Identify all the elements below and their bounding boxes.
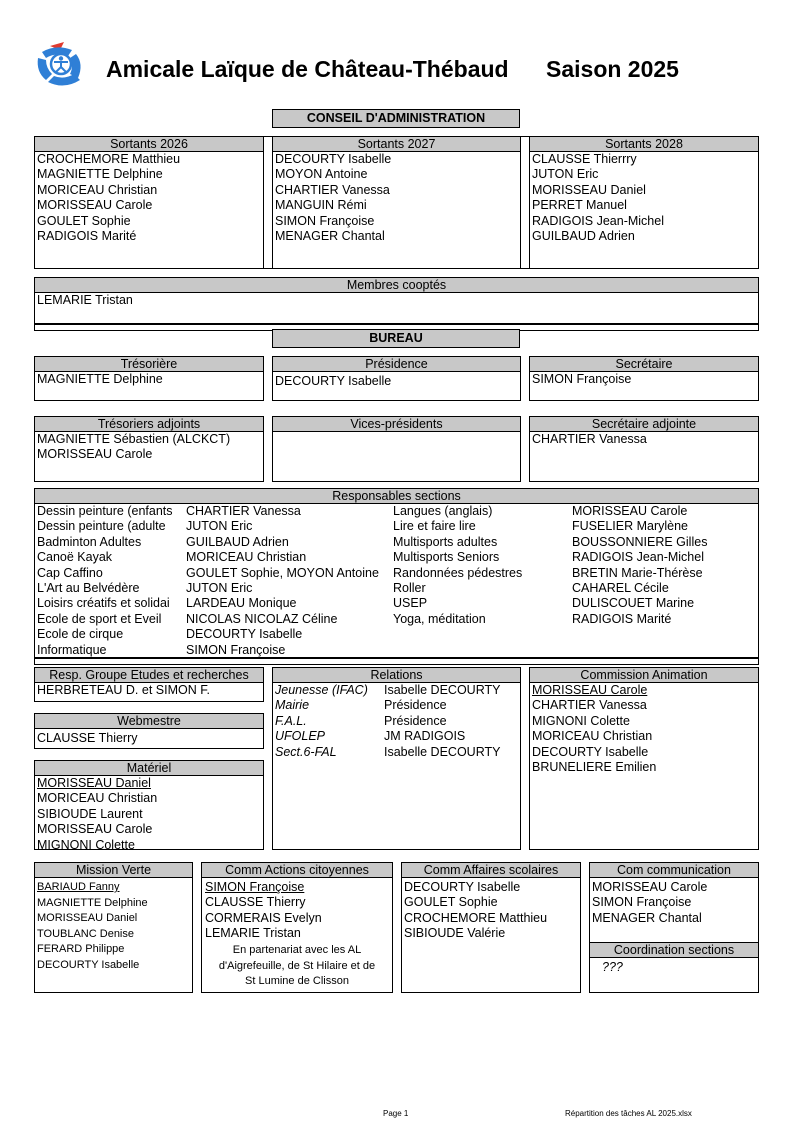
- table-row: Ecole de sport et Eveil: [37, 611, 162, 626]
- groupe-header: Resp. Groupe Etudes et recherches: [35, 668, 263, 683]
- mission-verte-box: [34, 862, 193, 993]
- file-name: Répartition des tâches AL 2025.xlsx: [565, 1109, 692, 1118]
- table-row: DECOURTY Isabelle: [186, 627, 303, 642]
- sections-right-resp: [572, 504, 752, 627]
- tresoriers-adjoints-box: [34, 416, 264, 482]
- groupe-list: [37, 683, 210, 698]
- table-row: Mairie: [275, 698, 310, 713]
- list-item: MORISSEAU Carole: [592, 880, 708, 894]
- animation-list: [532, 683, 656, 775]
- relations-header: Relations: [273, 668, 520, 683]
- table-row: Isabelle DECOURTY: [384, 744, 501, 759]
- secretaire-adjointe-box: [529, 416, 759, 482]
- list-item: SIMON Françoise: [205, 880, 305, 894]
- list-item: MANGUIN Rémi: [275, 198, 367, 213]
- citoyennes-note: [202, 943, 392, 990]
- list-item: LEMARIE Tristan: [205, 926, 301, 941]
- list-item: SIBIOUDE Valérie: [404, 926, 506, 941]
- secretaire-list: [532, 372, 631, 387]
- presidence-box: [272, 356, 521, 401]
- note-line: d'Aigrefeuille, de St Hilaire et de: [218, 959, 376, 972]
- communication-header: Com communication: [590, 863, 758, 878]
- table-row: Informatique: [37, 642, 107, 657]
- list-item: RADIGOIS Jean-Michel: [532, 213, 664, 228]
- secretaire-header: Secrétaire: [530, 357, 758, 372]
- list-item: BARIAUD Fanny: [37, 881, 120, 893]
- list-item: CLAUSSE Thierry: [37, 731, 138, 745]
- list-item: SIMON Françoise: [532, 372, 632, 386]
- table-row: Loisirs créatifs et solidai: [37, 596, 170, 611]
- table-row: Randonnées pédestres: [393, 565, 523, 580]
- communication-box: [589, 862, 759, 993]
- table-row: Ecole de cirque: [37, 627, 124, 642]
- secretaire-adjointe-header: Secrétaire adjointe: [530, 417, 758, 432]
- tresoriere-header: Trésorière: [35, 357, 263, 372]
- table-row: FUSELIER Marylène: [572, 519, 689, 534]
- citoyennes-header: Comm Actions citoyennes: [202, 863, 392, 878]
- tresoriers-adjoints-list: [37, 432, 230, 463]
- list-item: DECOURTY Isabelle: [404, 880, 521, 894]
- tresoriers-adjoints-header: Trésoriers adjoints: [35, 417, 263, 432]
- table-row: Roller: [393, 581, 426, 596]
- table-row: JM RADIGOIS: [384, 729, 466, 744]
- list-item: CHARTIER Vanessa: [532, 432, 647, 446]
- list-item: MORISSEAU Daniel: [37, 776, 151, 790]
- list-item: TOUBLANC Denise: [37, 927, 134, 940]
- list-item: JUTON Eric: [532, 167, 599, 182]
- list-item: DECOURTY Isabelle: [275, 374, 392, 388]
- coordination-list: [602, 960, 623, 975]
- season-title: Saison 2025: [546, 56, 679, 82]
- sortants-2028-box: [529, 136, 759, 269]
- sortants-2026-list: [37, 152, 180, 244]
- list-item: MOYON Antoine: [275, 167, 368, 182]
- table-row: Sect.6-FAL: [275, 744, 337, 759]
- list-item: MAGNIETTE Delphine: [37, 372, 163, 386]
- list-item: CLAUSSE Thierry: [205, 895, 306, 910]
- sortants-2028-list: [532, 152, 664, 244]
- table-row: Langues (anglais): [393, 504, 493, 518]
- table-row: Yoga, méditation: [393, 611, 486, 626]
- scolaires-list: [404, 880, 547, 942]
- table-row: Isabelle DECOURTY: [384, 683, 501, 697]
- list-item: MORICEAU Christian: [37, 182, 158, 197]
- page-title: Amicale Laïque de Château-Thébaud: [106, 56, 509, 82]
- table-row: Cap Caffino: [37, 565, 103, 580]
- list-item: PERRET Manuel: [532, 198, 627, 213]
- table-row: RADIGOIS Jean-Michel: [572, 550, 704, 565]
- materiel-list: [37, 776, 157, 853]
- list-item: DECOURTY Isabelle: [37, 958, 140, 971]
- relations-who: [384, 683, 520, 760]
- tresoriere-list: [37, 372, 163, 387]
- list-item: SIMON Françoise: [275, 213, 375, 228]
- list-item: BRUNELIERE Emilien: [532, 760, 657, 775]
- table-row: Jeunesse (IFAC): [275, 683, 368, 697]
- list-item: MORICEAU Christian: [37, 791, 158, 806]
- list-item: MORISSEAU Daniel: [532, 182, 646, 197]
- table-row: Présidence: [384, 698, 447, 713]
- table-row: F.A.L.: [275, 713, 307, 728]
- list-item: SIMON Françoise: [592, 895, 692, 910]
- list-item: MENAGER Chantal: [592, 910, 702, 925]
- list-item: MIGNONI Colette: [532, 713, 630, 728]
- sections-header: Responsables sections: [35, 489, 758, 504]
- secretaire-adjointe-list: [532, 432, 647, 447]
- list-item: CHARTIER Vanessa: [532, 698, 647, 713]
- note-line: En partenariat avec les AL: [232, 944, 362, 956]
- relations-box: [272, 667, 521, 850]
- table-row: Dessin peinture (adulte: [37, 519, 166, 534]
- list-item: MAGNIETTE Sébastien (ALCKCT): [37, 432, 231, 446]
- sortants-2026-box: [34, 136, 264, 269]
- sections-left-resp: [186, 504, 392, 658]
- list-item: MORISSEAU Daniel: [37, 912, 138, 924]
- table-row: Multisports adultes: [393, 534, 498, 549]
- list-item: MORISSEAU Carole: [37, 447, 153, 462]
- groupe-box: [34, 667, 264, 702]
- cooptes-box: [34, 277, 759, 324]
- sections-right-names: [393, 504, 563, 627]
- vices-presidents-box: [272, 416, 521, 482]
- list-item: GUILBAUD Adrien: [532, 229, 635, 244]
- webmestre-list: [37, 731, 138, 746]
- table-row: JUTON Eric: [186, 519, 253, 534]
- table-row: MORISSEAU Carole: [572, 504, 688, 518]
- list-item: FERARD Philippe: [37, 943, 125, 955]
- list-item: CLAUSSE Thierrry: [532, 152, 637, 166]
- mission-verte-header: Mission Verte: [35, 863, 192, 878]
- conseil-title: CONSEIL D'ADMINISTRATION: [272, 109, 520, 128]
- table-row: L'Art au Belvédère: [37, 581, 140, 596]
- table-row: Dessin peinture (enfants: [37, 504, 173, 518]
- table-row: BRETIN Marie-Thérèse: [572, 565, 703, 580]
- list-item: GOULET Sophie: [37, 213, 131, 228]
- sortants-2026-header: Sortants 2026: [35, 137, 263, 152]
- relations-orgs: [275, 683, 383, 760]
- list-item: MIGNONI Colette: [37, 837, 135, 852]
- list-item: MORICEAU Christian: [532, 729, 653, 744]
- list-item: LEMARIE Tristan: [37, 293, 133, 307]
- amicale-logo-icon: [34, 36, 96, 88]
- table-row: USEP: [393, 596, 428, 611]
- cooptes-header: Membres cooptés: [35, 278, 758, 293]
- presidence-list: [275, 374, 391, 389]
- mission-verte-list: [37, 880, 148, 973]
- list-item: GOULET Sophie: [404, 895, 498, 910]
- table-row: GUILBAUD Adrien: [186, 534, 289, 549]
- list-item: DECOURTY Isabelle: [532, 744, 649, 759]
- table-row: Multisports Seniors: [393, 550, 500, 565]
- list-item: CROCHEMORE Matthieu: [404, 910, 548, 925]
- list-item: SIBIOUDE Laurent: [37, 806, 143, 821]
- materiel-box: [34, 760, 264, 850]
- presidence-header: Présidence: [273, 357, 520, 372]
- vices-presidents-header: Vices-présidents: [273, 417, 520, 432]
- list-item: MORISSEAU Carole: [37, 198, 153, 213]
- list-item: RADIGOIS Marité: [37, 229, 137, 244]
- table-row: LARDEAU Monique: [186, 596, 297, 611]
- secretaire-box: [529, 356, 759, 401]
- list-item: CORMERAIS Evelyn: [205, 910, 322, 925]
- webmestre-header: Webmestre: [35, 714, 263, 729]
- sections-box: [34, 488, 759, 658]
- animation-header: Commission Animation: [530, 668, 758, 683]
- note-line: St Lumine de Clisson: [245, 975, 349, 987]
- list-item: CROCHEMORE Matthieu: [37, 152, 181, 166]
- list-item: MAGNIETTE Delphine: [37, 167, 163, 182]
- sortants-2027-box: [272, 136, 521, 269]
- table-row: JUTON Eric: [186, 581, 253, 596]
- animation-box: [529, 667, 759, 850]
- citoyennes-list: [205, 880, 322, 942]
- webmestre-box: [34, 713, 264, 749]
- table-row: RADIGOIS Marité: [572, 611, 672, 626]
- table-row: MORICEAU Christian: [186, 550, 307, 565]
- bureau-title: BUREAU: [272, 329, 520, 348]
- divider: [34, 658, 759, 665]
- materiel-header: Matériel: [35, 761, 263, 776]
- sections-left-names: [37, 504, 185, 658]
- list-item: MAGNIETTE Delphine: [37, 896, 148, 909]
- list-item: MORISSEAU Carole: [532, 683, 648, 697]
- table-row: NICOLAS NICOLAZ Céline: [186, 611, 338, 626]
- table-row: Lire et faire lire: [393, 519, 476, 534]
- table-row: GOULET Sophie, MOYON Antoine: [186, 565, 379, 580]
- cooptes-list: [37, 293, 133, 308]
- list-item: MENAGER Chantal: [275, 229, 385, 244]
- list-item: HERBRETEAU D. et SIMON F.: [37, 683, 210, 697]
- tresoriere-box: [34, 356, 264, 401]
- table-row: BOUSSONNIERE Gilles: [572, 534, 708, 549]
- sortants-2028-header: Sortants 2028: [530, 137, 758, 152]
- table-row: SIMON Françoise: [186, 642, 286, 657]
- table-row: UFOLEP: [275, 729, 326, 744]
- list-item: ???: [602, 960, 623, 974]
- list-item: CHARTIER Vanessa: [275, 182, 390, 197]
- scolaires-box: [401, 862, 581, 993]
- communication-list: [592, 880, 707, 926]
- sortants-2027-list: [275, 152, 391, 244]
- table-row: Canoë Kayak: [37, 550, 113, 565]
- scolaires-header: Comm Affaires scolaires: [402, 863, 580, 878]
- table-row: CHARTIER Vanessa: [186, 504, 301, 518]
- citoyennes-box: [201, 862, 393, 993]
- table-row: Présidence: [384, 713, 447, 728]
- coordination-header: Coordination sections: [590, 942, 758, 958]
- sortants-2027-header: Sortants 2027: [273, 137, 520, 152]
- table-row: DULISCOUET Marine: [572, 596, 695, 611]
- page-number: Page 1: [383, 1109, 409, 1118]
- table-row: CAHAREL Cécile: [572, 581, 669, 596]
- table-row: Badminton Adultes: [37, 534, 142, 549]
- list-item: DECOURTY Isabelle: [275, 152, 392, 166]
- list-item: MORISSEAU Carole: [37, 822, 153, 837]
